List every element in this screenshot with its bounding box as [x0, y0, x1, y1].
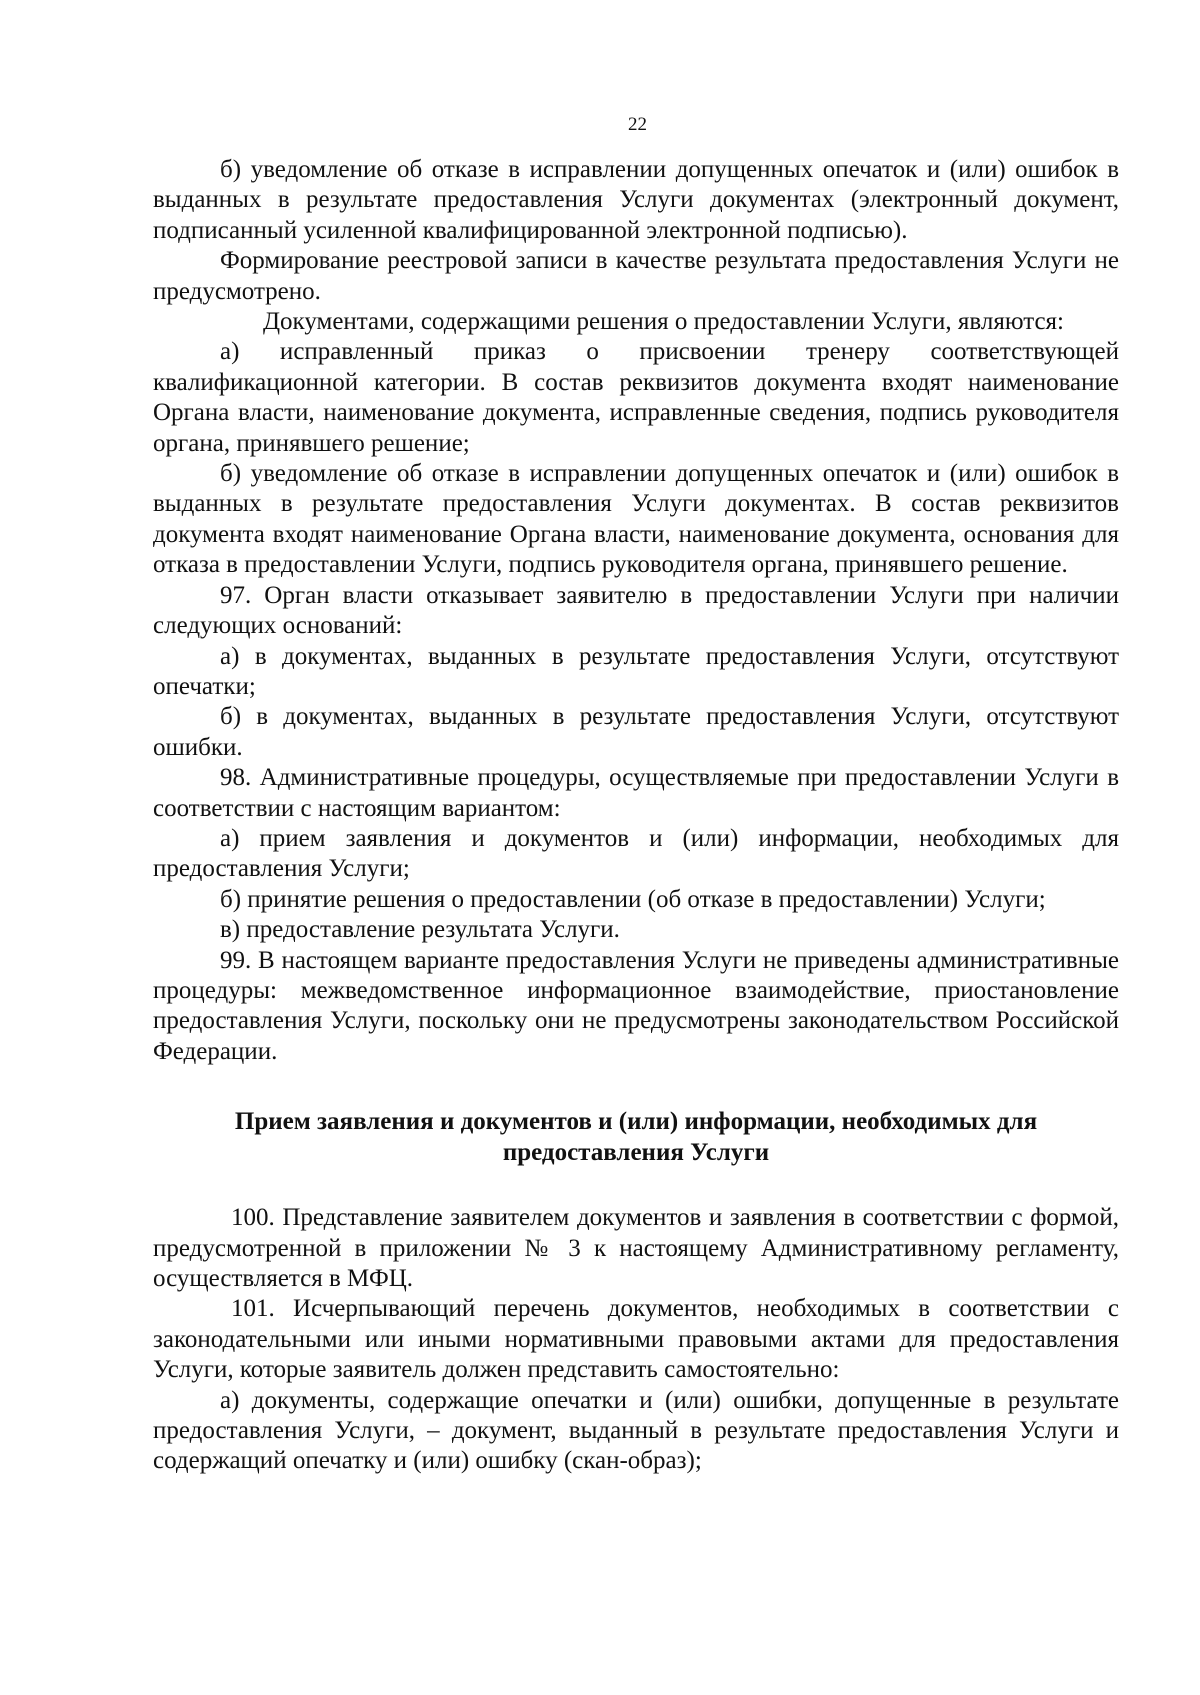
paragraph: б) уведомление об отказе в исправлении допущенных опечаток и (или) ошибок в выданных в результате предоставления Услуги документах. В состав реквизитов документа входят наименование Органа власти, наименование документа, основания для отказа в предоставлении Услуги, подпись руководителя органа, принявшего решение.	[153, 460, 1119, 579]
page-number: 22	[628, 114, 647, 135]
paragraph-item-97: 97. Орган власти отказывает заявителю в предоставлении Услуги при наличии следующих оснований:	[153, 581, 1119, 640]
section-heading-line-1: Прием заявления и документов и (или) информации, необходимых для	[234, 1108, 1038, 1136]
paragraph: а) исправленный приказ о присвоении тренеру соответствующей квалификационной категории. В состав реквизитов документа входят наименование Органа власти, наименование документа, исправленные сведения, подпись руководителя органа, принявшего решение;	[153, 338, 1119, 457]
paragraph-item-100: 100. Представление заявителем документов и заявления в соответствии с формой, предусмотренной в приложении № 3 к настоящему Административному регламенту, осуществляется в МФЦ.	[153, 1204, 1119, 1292]
paragraph-item-98: 98. Административные процедуры, осуществляемые при предоставлении Услуги в соответствии с настоящим вариантом:	[153, 764, 1119, 822]
section-heading-line-2: предоставления Услуги	[502, 1139, 770, 1167]
paragraph: а) прием заявления и документов и (или) информации, необходимых для предоставления Услуги;	[153, 824, 1119, 883]
paragraph: б) уведомление об отказе в исправлении допущенных опечаток и (или) ошибок в выданных в результате предоставления Услуги документах (электронный документ, подписанный усиленной квалифицированной электронной подписью).	[153, 156, 1119, 244]
paragraph: а) документы, содержащие опечатки и (или) ошибки, допущенные в результате предоставления Услуги, – документ, выданный в результате предоставления Услуги и содержащий опечатку и (или) ошибку (скан-образ);	[153, 1386, 1119, 1475]
paragraph: а) в документах, выданных в результате предоставления Услуги, отсутствуют опечатки;	[153, 642, 1119, 700]
paragraph: Документами, содержащими решения о предоставлении Услуги, являются:	[263, 308, 1064, 336]
paragraph: б) принятие решения о предоставлении (об отказе в предоставлении) Услуги;	[220, 885, 1046, 913]
paragraph: в) предоставление результата Услуги.	[220, 916, 620, 944]
paragraph-item-101: 101. Исчерпывающий перечень документов, необходимых в соответствии с законодательными или иными нормативными правовыми актами для предоставления Услуги, которые заявитель должен представить самостоятельно:	[153, 1295, 1119, 1384]
section-heading	[153, 1106, 1119, 1168]
paragraph-item-99: 99. В настоящем варианте предоставления Услуги не приведены административные процедуры: межведомственное информационное взаимодействие, приостановление предоставления Услуги, поскольку они не предусмотрены законодательством Российской Федерации.	[153, 946, 1119, 1065]
paragraph: Формирование реестровой записи в качестве результата предоставления Услуги не предусмотрено.	[153, 247, 1119, 305]
document-body	[153, 155, 1119, 1477]
paragraph: б) в документах, выданных в результате предоставления Услуги, отсутствуют ошибки.	[153, 703, 1119, 761]
